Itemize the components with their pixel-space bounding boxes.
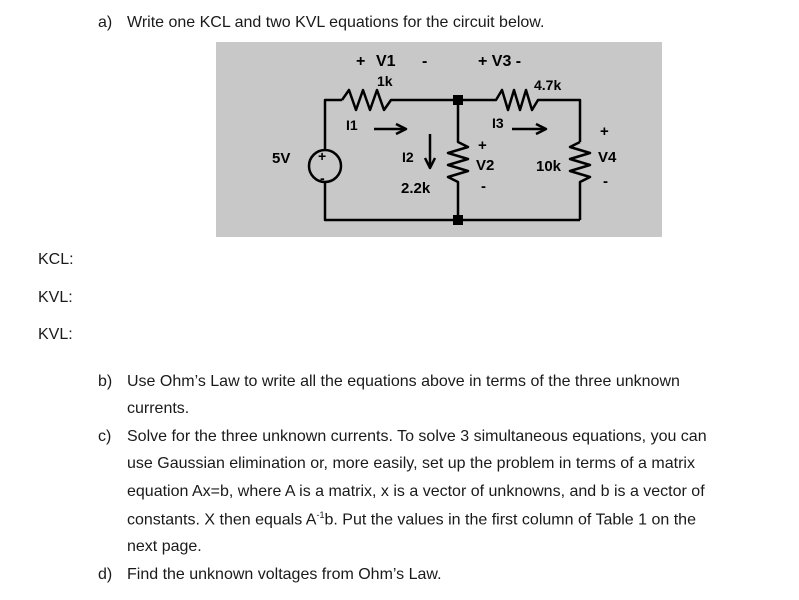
source-label: 5V	[272, 150, 291, 167]
i3-label: I3	[492, 115, 504, 131]
question-c-line3: equation Ax=b, where A is a matrix, x is a vector of unknowns, and b is a vector of	[127, 483, 705, 500]
circuit-background	[216, 42, 662, 237]
source-minus: -	[320, 170, 325, 186]
question-b-line2: currents.	[127, 400, 190, 417]
node-top	[453, 95, 463, 105]
v1-plus-label: +	[356, 53, 366, 70]
question-c-line4	[127, 510, 696, 529]
v1-minus-label: -	[422, 53, 428, 70]
v4-minus: -	[603, 173, 608, 190]
v4-plus: +	[600, 123, 609, 140]
r1-label: 1k	[377, 73, 393, 89]
v3-label: + V3 -	[478, 53, 522, 70]
node-bottom	[453, 215, 463, 225]
kcl-label: KCL:	[38, 251, 74, 268]
question-c-line4-pre: constants. X then equals A	[127, 511, 317, 529]
circuit-diagram	[216, 42, 662, 237]
v4-label: V4	[598, 149, 617, 166]
question-a	[98, 14, 545, 32]
question-c-line1: Solve for the three unknown currents. To solve 3 simultaneous equations, you can	[127, 428, 707, 445]
r4-label: 10k	[536, 158, 562, 175]
question-d-text: Find the unknown voltages from Ohm’s Law.	[127, 566, 442, 583]
question-c-line5: next page.	[127, 538, 202, 555]
question-b-line1: Use Ohm’s Law to write all the equations above in terms of the three unknown	[127, 373, 680, 390]
kvl-label-1: KVL:	[38, 289, 73, 306]
v1-label: V1	[376, 53, 396, 70]
question-a-marker: a)	[98, 14, 113, 31]
question-c-line2: use Gaussian elimination or, more easily, set up the problem in terms of a matrix	[127, 455, 695, 472]
question-c-line4-sup: -1	[316, 510, 325, 520]
i1-label: I1	[346, 117, 358, 133]
r3-label: 4.7k	[534, 77, 562, 93]
kvl-label-2: KVL:	[38, 326, 73, 343]
question-d-marker: d)	[98, 566, 113, 583]
question-c-marker: c)	[98, 428, 112, 445]
source-plus: +	[318, 148, 327, 164]
v2-plus: +	[478, 137, 487, 154]
v2-label: V2	[476, 157, 495, 174]
v2-minus: -	[481, 178, 486, 195]
question-b-marker: b)	[98, 373, 113, 390]
question-a-text: Write one KCL and two KVL equations for the circuit below.	[127, 14, 545, 31]
i2-label: I2	[402, 149, 414, 165]
r2-label: 2.2k	[401, 180, 431, 197]
question-c-line4-post: b. Put the values in the first column of Table 1 on the	[324, 511, 696, 529]
